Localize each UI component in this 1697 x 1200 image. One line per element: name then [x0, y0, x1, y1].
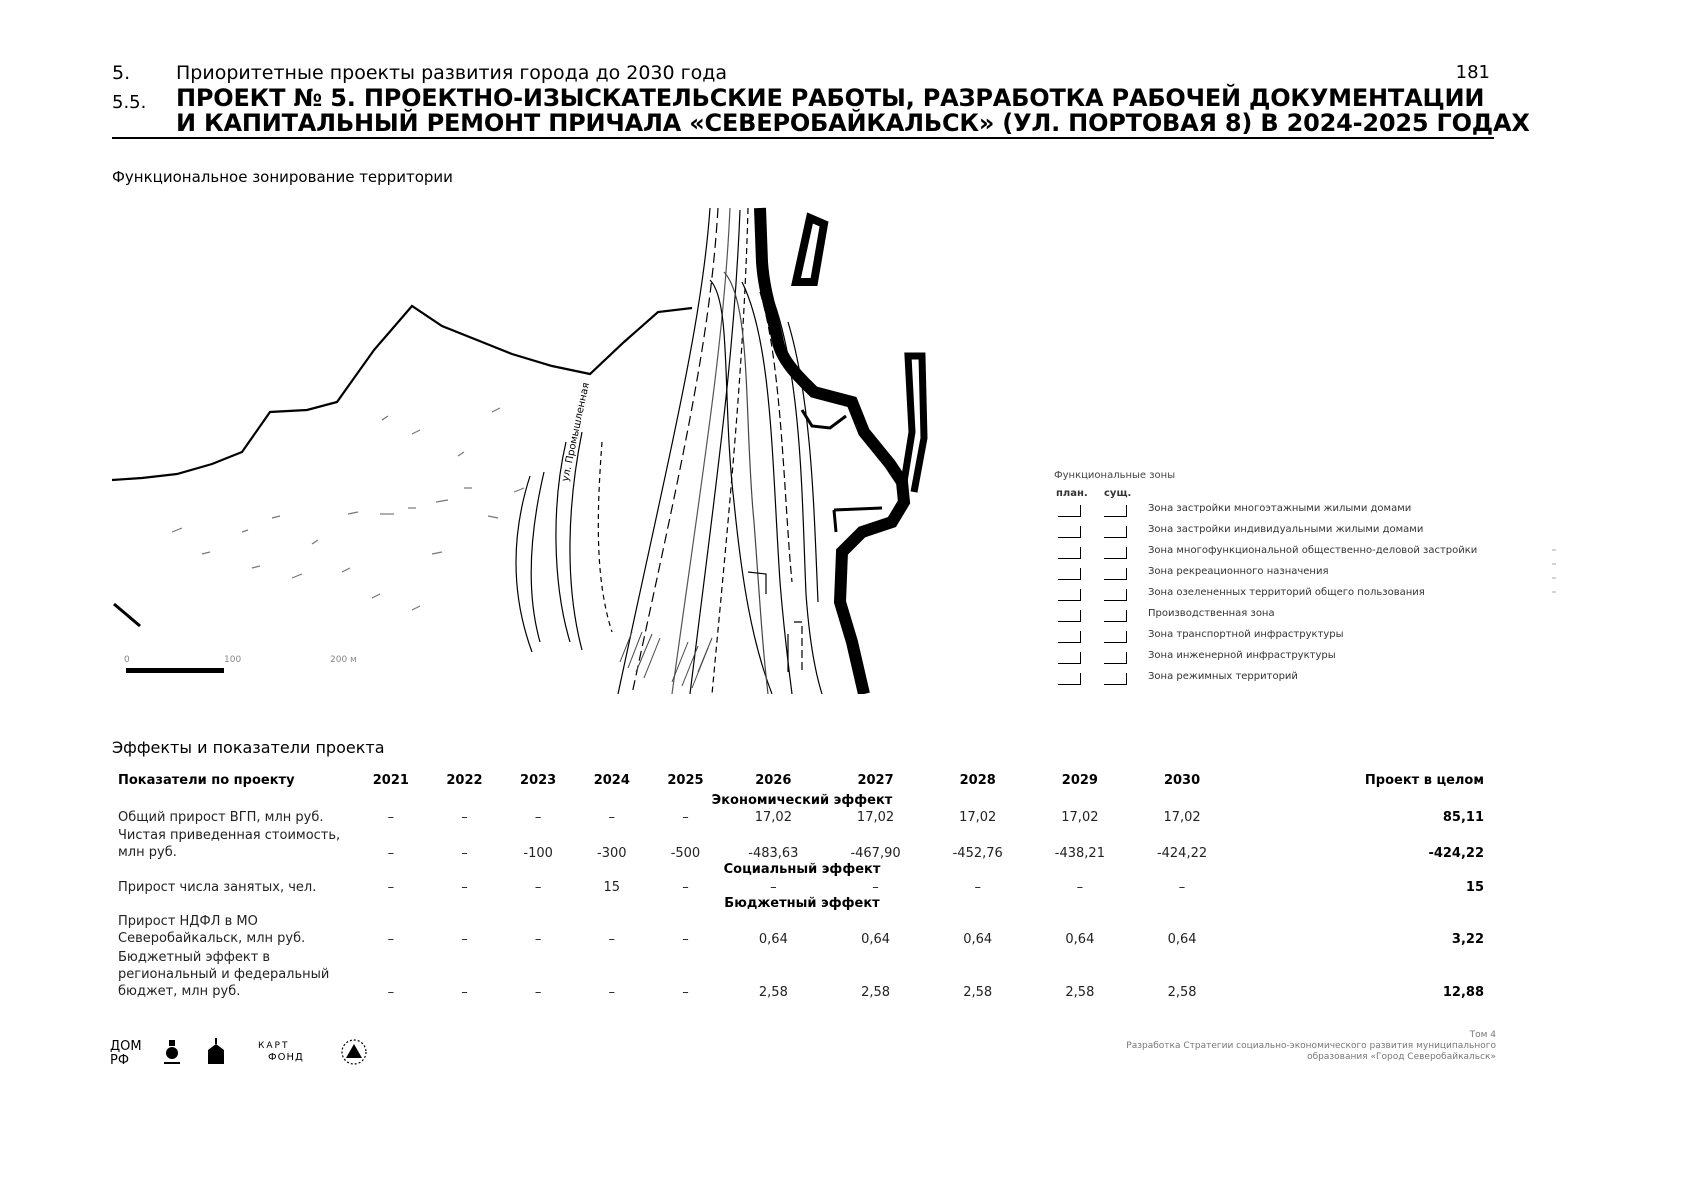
section-title: Приоритетные проекты развития города до 2030 года: [176, 62, 728, 84]
col-header: Проект в целом: [1364, 772, 1484, 788]
svg-text:ДОМ: ДОМ: [110, 1039, 142, 1054]
col-header: 2030: [1163, 772, 1201, 788]
hatch-marks: [620, 632, 712, 688]
table-row: Прирост НДФЛ в МО Северобайкальск, млн руб. – – – – – 0,64 0,64 0,64 0,64 0,64 3,22: [118, 914, 1484, 947]
legend-item: Зона режимных территорий: [1054, 671, 1554, 692]
legend-col-existing: сущ.: [1104, 488, 1132, 499]
scale-label-100: 100: [224, 655, 242, 665]
section-row: Бюджетный эффект: [724, 896, 880, 911]
svg-text:КАРТ: КАРТ: [258, 1041, 290, 1051]
legend-item: Зона озелененных территорий общего пользования: [1054, 587, 1554, 608]
table-row: Бюджетный эффект в региональный и федеральный бюджет, млн руб. – – – – – 2,58 2,58 2,58 2,58 2,58 12,88: [118, 950, 1484, 1000]
emblem-icon: [164, 1040, 180, 1063]
subsection-title: ПРОЕКТ № 5. ПРОЕКТНО-ИЗЫСКАТЕЛЬСКИЕ РАБОТЫ, РАЗРАБОТКА РАБОЧЕЙ ДОКУМЕНТАЦИИ И КАПИТАЛЬНЫЙ РЕМОНТ ПРИЧАЛА «СЕВЕРОБАЙКАЛЬСК» (УЛ. ПОРТОВАЯ 8) В 2024-2025 ГОДАХ: [176, 84, 1530, 137]
col-header: 2024: [593, 772, 630, 788]
col-header: 2026: [755, 772, 792, 788]
road-lines: [516, 208, 822, 694]
scale-label-200: 200 м: [330, 655, 357, 665]
section-row: Экономический эффект: [711, 793, 893, 808]
scale-bar: [126, 668, 224, 673]
building-marks: [172, 408, 524, 610]
boundary-line: [112, 306, 692, 480]
seal-icon: [342, 1040, 366, 1064]
footer-logos: [110, 1036, 380, 1066]
kart-fond-logo: [258, 1041, 304, 1063]
map-title: Функциональное зонирование территории: [112, 168, 453, 186]
scale-label-0: 0: [124, 655, 130, 665]
legend-item: Производственная зона: [1054, 608, 1554, 629]
col-header: 2022: [446, 772, 483, 788]
col-header: 2029: [1061, 772, 1098, 788]
col-header: 2028: [959, 772, 996, 788]
footer-note: Том 4 Разработка Стратегии социально-экономического развития муниципального образования «Город Северобайкальск»: [1126, 1030, 1496, 1062]
effects-table: [112, 768, 1492, 1000]
table-row: Общий прирост ВГП, млн руб. – – – – – 17,02 17,02 17,02 17,02 17,02 85,11: [118, 810, 1484, 825]
subsection-number: 5.5.: [112, 92, 147, 113]
boundary-stub: [114, 604, 140, 626]
legend-title: Функциональные зоны: [1054, 470, 1176, 481]
col-header: 2023: [520, 772, 557, 788]
table-header-row: [112, 768, 1492, 792]
dom-rf-logo: [110, 1039, 142, 1066]
effects-title: Эффекты и показатели проекта: [112, 738, 385, 757]
legend-item: Зона инженерной инфраструктуры: [1054, 650, 1554, 671]
legend-item: Зона застройки индивидуальными жилыми домами: [1054, 524, 1554, 545]
col-header: Показатели по проекту: [118, 772, 295, 788]
pier-shape: [760, 208, 924, 694]
table-row: Прирост числа занятых, чел. – – – 15 – – – – – – 15: [118, 880, 1484, 895]
street-label: ул. Промышленная: [560, 381, 592, 483]
header-rule: [112, 137, 1494, 139]
legend-item: Зона застройки многоэтажными жилыми домами: [1054, 503, 1554, 524]
table-row: Чистая приведенная стоимость, млн руб. – – -100 -300 -500 -483,63 -467,90 -452,76 -438,21 -424,22 -424,22: [118, 828, 1484, 861]
col-header: 2025: [667, 772, 704, 788]
legend-item: Зона многофункциональной общественно-деловой застройки: [1054, 545, 1554, 566]
section-number: 5.: [112, 62, 131, 84]
col-header: 2021: [372, 772, 409, 788]
svg-text:РФ: РФ: [110, 1053, 130, 1066]
svg-text:ФОНД: ФОНД: [268, 1052, 304, 1063]
crest-icon: [208, 1038, 224, 1064]
section-row: Социальный эффект: [723, 862, 881, 877]
legend-col-planned: план.: [1056, 488, 1088, 499]
legend-item: Зона рекреационного назначения: [1054, 566, 1554, 587]
page-number: 181: [1455, 62, 1490, 83]
legend-item: Зона транспортной инфраструктуры: [1054, 629, 1554, 650]
col-header: 2027: [857, 772, 894, 788]
